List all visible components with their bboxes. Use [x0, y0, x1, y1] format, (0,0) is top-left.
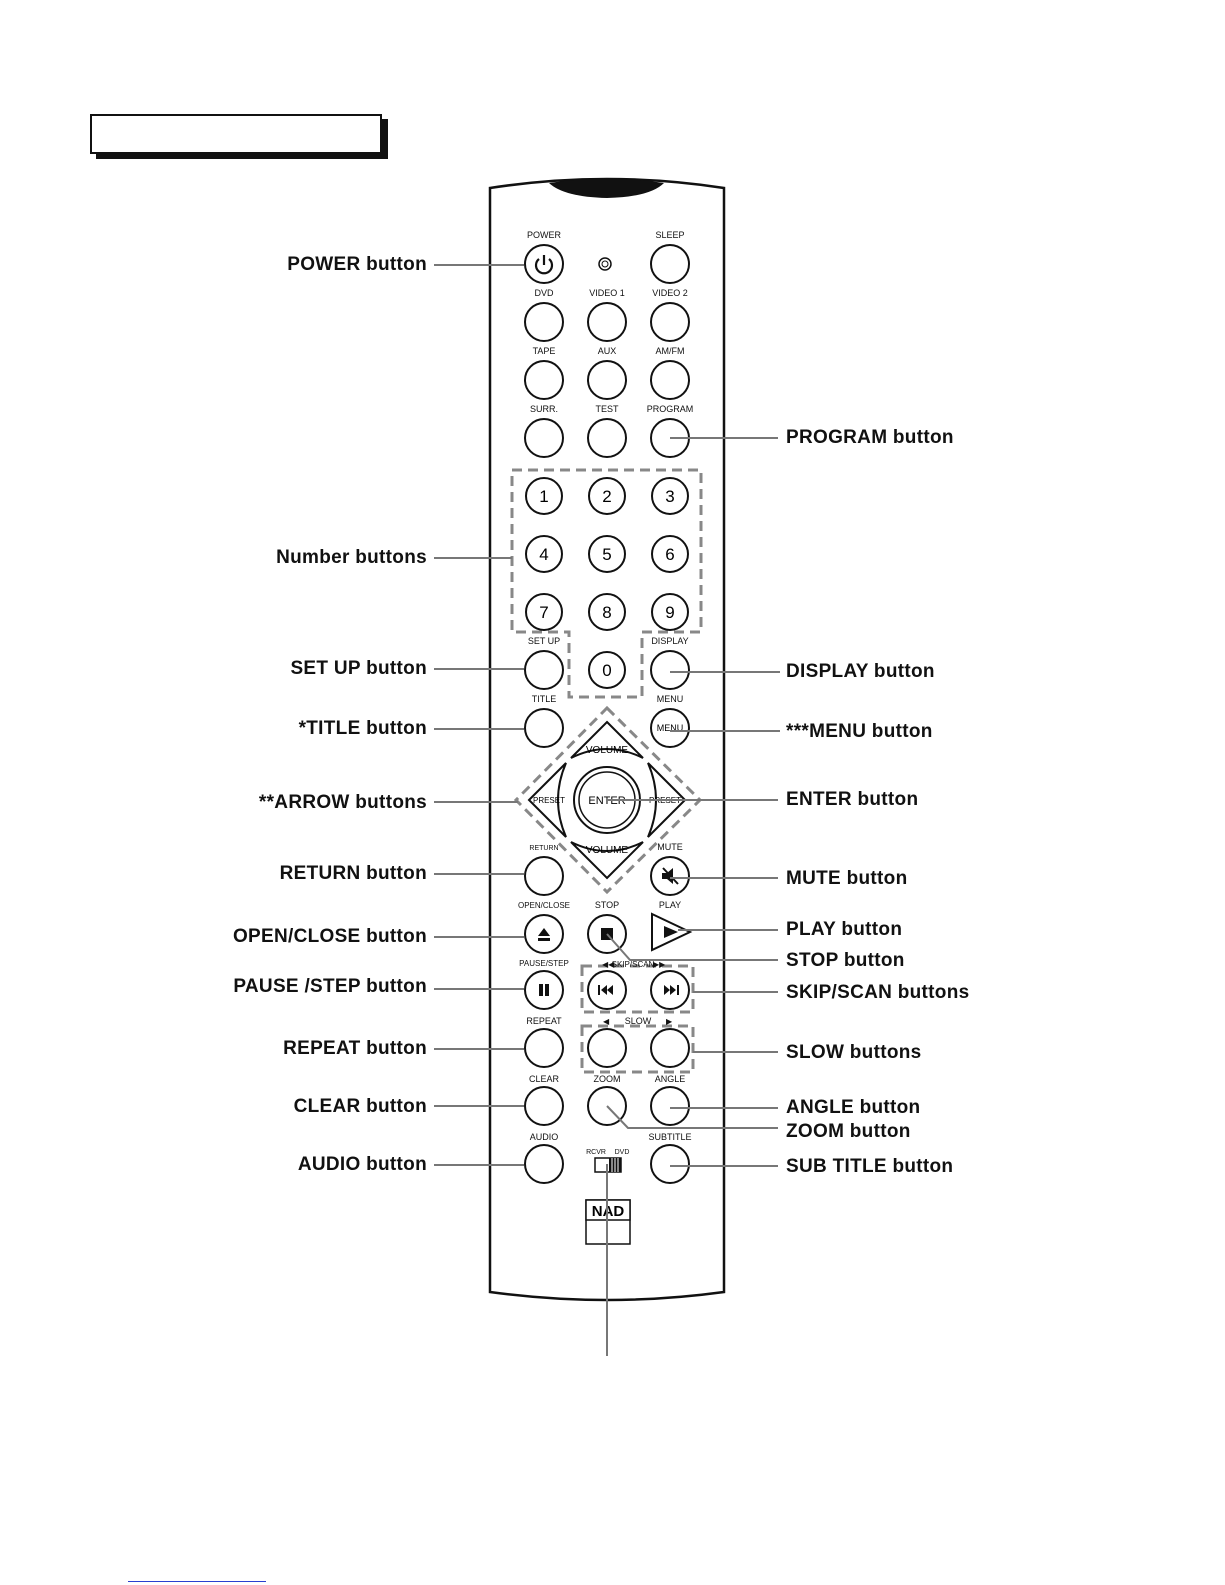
video2-button[interactable]	[651, 303, 689, 341]
setup-button[interactable]	[525, 651, 563, 689]
power-label: POWER	[526, 230, 562, 240]
mute-button[interactable]	[651, 857, 689, 895]
openclose-label: OPEN/CLOSE	[517, 901, 571, 910]
sleep-label: SLEEP	[655, 230, 685, 240]
svg-text:0: 0	[602, 661, 612, 680]
callout-title: *TITLE button	[298, 718, 427, 739]
title-label: TITLE	[531, 694, 557, 704]
callout-play: PLAY button	[786, 919, 903, 940]
svg-text:NAD: NAD	[591, 1203, 625, 1220]
callout-skipscan: SKIP/SCAN buttons	[786, 982, 970, 1003]
test-button[interactable]	[588, 419, 626, 457]
pausestep-label: PAUSE/STEP	[519, 959, 569, 968]
svg-text:VOLUME: VOLUME	[585, 845, 629, 856]
skipscan-label: SKIP/SCAN	[611, 960, 655, 969]
svg-text:3: 3	[665, 487, 675, 506]
sleep-button[interactable]	[651, 245, 689, 283]
svg-text:MENU: MENU	[656, 723, 684, 733]
audio-button[interactable]	[525, 1145, 563, 1183]
number-button-7[interactable]	[526, 594, 562, 630]
number-button-4[interactable]	[526, 536, 562, 572]
svg-text:PRESET: PRESET	[532, 796, 566, 805]
svg-text:ENTER: ENTER	[588, 795, 626, 807]
svg-text:1: 1	[539, 487, 549, 506]
svg-text:PRESET: PRESET	[648, 796, 682, 805]
svg-text:2: 2	[602, 487, 612, 506]
footer-link-underline	[128, 1581, 266, 1582]
svg-text:7: 7	[539, 603, 549, 622]
slow-forward-button[interactable]	[651, 1029, 689, 1067]
svg-text:4: 4	[539, 545, 549, 564]
angle-button[interactable]	[651, 1087, 689, 1125]
video2-label: VIDEO 2	[652, 288, 688, 298]
callout-arrow: **ARROW buttons	[258, 792, 427, 813]
skip-forward-button[interactable]	[651, 971, 689, 1009]
callout-number: Number buttons	[276, 547, 427, 568]
subtitle-label: SUBTITLE	[648, 1132, 692, 1142]
tape-label: TAPE	[532, 346, 556, 356]
number-button-5[interactable]	[589, 536, 625, 572]
slow-back-glyph: ◀	[603, 1017, 610, 1026]
number-button-3[interactable]	[652, 478, 688, 514]
callout-audio: AUDIO button	[297, 1154, 427, 1175]
number-button-1[interactable]	[526, 478, 562, 514]
svg-text:VOLUME: VOLUME	[585, 745, 629, 756]
number-button-6[interactable]	[652, 536, 688, 572]
callout-clear: CLEAR button	[293, 1096, 427, 1117]
svg-text:8: 8	[602, 603, 612, 622]
forward-glyph: ▶▶	[653, 960, 666, 969]
power-button[interactable]	[525, 245, 563, 283]
callout-zoom: ZOOM button	[786, 1121, 911, 1142]
display-label: DISPLAY	[651, 636, 689, 646]
video1-button[interactable]	[588, 303, 626, 341]
number-button-2[interactable]	[589, 478, 625, 514]
callout-subtitle: SUB TITLE button	[786, 1156, 954, 1177]
rewind-glyph: ◀◀	[602, 960, 615, 969]
slow-forward-glyph: ▶	[666, 1017, 673, 1026]
callout-display: DISPLAY button	[786, 661, 935, 682]
dvd-label: DVD	[534, 288, 554, 298]
callout-angle: ANGLE button	[786, 1097, 921, 1118]
svg-text:6: 6	[665, 545, 675, 564]
repeat-label: REPEAT	[526, 1016, 562, 1026]
svg-text:9: 9	[665, 603, 675, 622]
callout-mute: MUTE button	[786, 868, 908, 889]
audio-label: AUDIO	[529, 1132, 559, 1142]
svg-text:5: 5	[602, 545, 612, 564]
return-button[interactable]	[525, 857, 563, 895]
surr-label: SURR.	[529, 404, 559, 414]
video1-label: VIDEO 1	[589, 288, 625, 298]
dvd-switch-label: DVD	[614, 1149, 630, 1156]
menu-label: MENU	[656, 694, 684, 704]
callout-return: RETURN button	[279, 863, 427, 884]
dvd-button[interactable]	[525, 303, 563, 341]
stop-label: STOP	[594, 900, 620, 910]
slow-back-button[interactable]	[588, 1029, 626, 1067]
number-button-9[interactable]	[652, 594, 688, 630]
return-label: RETURN	[529, 845, 559, 852]
openclose-button[interactable]	[525, 915, 563, 953]
display-button[interactable]	[651, 651, 689, 689]
callout-pausestep: PAUSE /STEP button	[233, 976, 427, 997]
menu-button[interactable]	[651, 709, 689, 747]
angle-label: ANGLE	[654, 1074, 686, 1084]
program-label: PROGRAM	[646, 404, 694, 414]
aux-button[interactable]	[588, 361, 626, 399]
play-label: PLAY	[658, 900, 682, 910]
setup-label: SET UP	[527, 636, 561, 646]
clear-button[interactable]	[525, 1087, 563, 1125]
callout-menu: ***MENU button	[786, 721, 933, 742]
callout-power: POWER button	[287, 254, 427, 275]
aux-label: AUX	[597, 346, 617, 356]
clear-label: CLEAR	[528, 1074, 560, 1084]
mute-label: MUTE	[657, 842, 683, 852]
number-button-8[interactable]	[589, 594, 625, 630]
number-button-0[interactable]	[589, 652, 625, 688]
slow-label: SLOW	[624, 1016, 652, 1026]
tape-button[interactable]	[525, 361, 563, 399]
subtitle-button[interactable]	[651, 1145, 689, 1183]
repeat-button[interactable]	[525, 1029, 563, 1067]
callout-openclose: OPEN/CLOSE button	[232, 926, 427, 947]
amfm-label: AM/FM	[655, 346, 685, 356]
rcvr-label: RCVR	[586, 1149, 606, 1156]
callout-slow: SLOW buttons	[786, 1042, 922, 1063]
test-label: TEST	[595, 404, 619, 414]
indicator-led	[599, 258, 611, 270]
skip-back-button[interactable]	[588, 971, 626, 1009]
surr-button[interactable]	[525, 419, 563, 457]
callout-stop: STOP button	[786, 950, 905, 971]
amfm-button[interactable]	[651, 361, 689, 399]
callout-program: PROGRAM button	[786, 427, 954, 448]
zoom-label: ZOOM	[593, 1074, 621, 1084]
callout-setup: SET UP button	[290, 658, 427, 679]
callout-enter: ENTER button	[786, 789, 919, 810]
callout-repeat: REPEAT button	[283, 1038, 427, 1059]
pausestep-button[interactable]	[525, 971, 563, 1009]
title-button[interactable]	[525, 709, 563, 747]
